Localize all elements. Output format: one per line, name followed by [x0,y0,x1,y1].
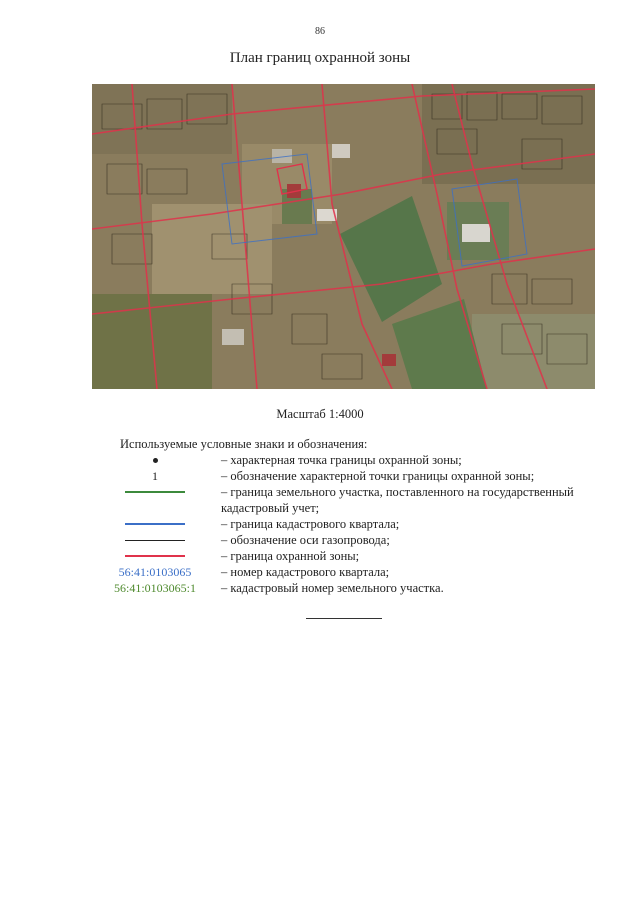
legend-row-parcel-boundary [0,484,640,516]
green-line-icon [125,491,185,493]
legend-symbol-parcel-number: 56:41:0103065:1 [113,580,196,595]
legend-text-point: – характерная точка границы охранной зоны; [221,453,462,467]
legend-row-quarter-number [0,564,640,580]
legend-symbol-quarter-number: 56:41:0103065 [118,564,192,579]
legend-row-gas-pipeline-axis [0,532,640,548]
legend-symbol-gas-pipeline-axis [100,532,210,548]
map-scale: Масштаб 1:4000 [276,407,364,421]
map-drawing [92,84,595,389]
legend-symbol-point [100,452,210,468]
legend-text-quarter-boundary: – граница кадастрового квартала; [221,517,400,531]
legend-text-quarter-number: – номер кадастрового квартала; [221,565,390,579]
legend-row-parcel-number [0,580,640,596]
legend-symbol-parcel-boundary [100,484,210,500]
legend-text-zone-boundary: – граница охранной зоны; [221,549,360,563]
legend-text-point-number: – обозначение характерной точки границы охранной зоны; [221,469,535,483]
legend-symbol-zone-boundary [100,548,210,564]
satellite-map [92,84,595,389]
legend-row-point [0,452,640,468]
legend-symbol-quarter-boundary [100,516,210,532]
legend-text-parcel-boundary: – граница земельного участка, поставленного на государственный кадастровый учет; [221,485,574,515]
legend-text-gas-pipeline-axis: – обозначение оси газопровода; [221,533,390,547]
page-number: 86 [315,26,325,37]
point-marker-icon [153,458,158,463]
legend-symbol-point-number: 1 [152,468,158,483]
legend-text-parcel-number: – кадастровый номер земельного участка. [221,581,444,595]
signoff-line [306,618,382,619]
plan-title: План границ охранной зоны [229,50,411,66]
blue-line-icon [125,523,185,525]
legend-row-point-number [0,468,640,484]
legend-row-quarter-boundary [0,516,640,532]
legend-header: Используемые условные знаки и обозначения: [120,437,368,451]
legend-row-zone-boundary [0,548,640,564]
red-line-icon [125,555,185,557]
black-line-icon [125,540,185,541]
